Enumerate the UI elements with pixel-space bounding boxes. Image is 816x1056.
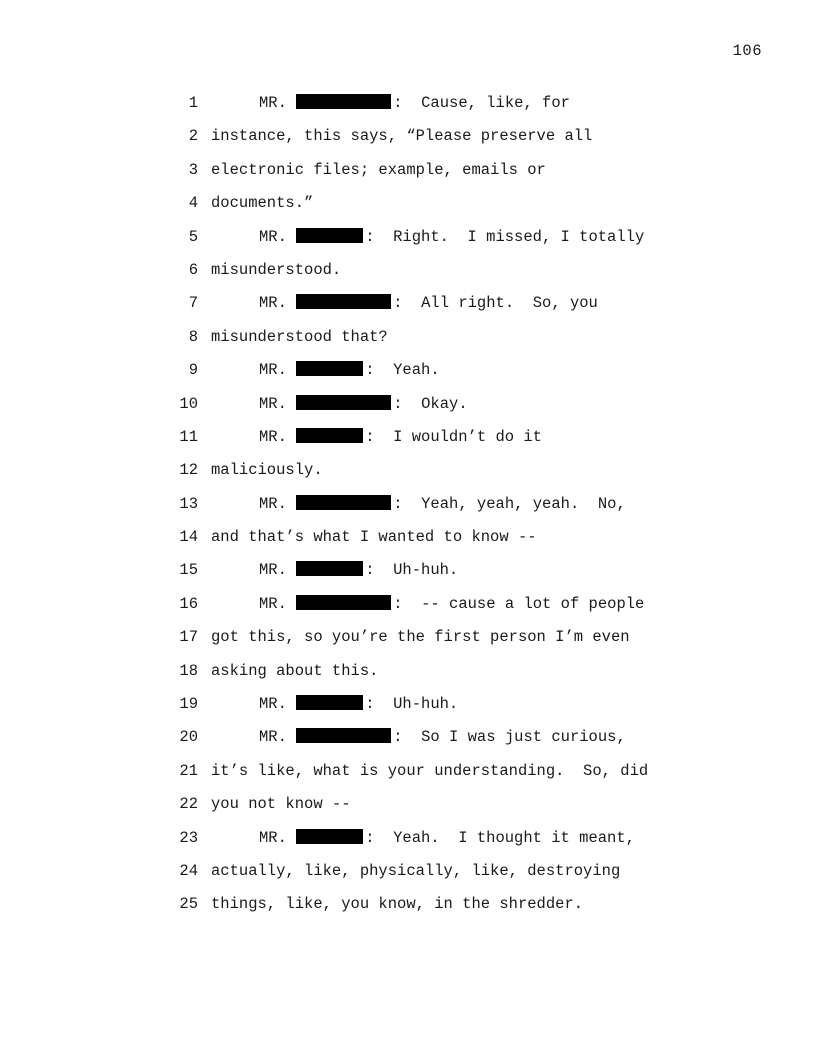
redacted-name-block bbox=[296, 695, 363, 710]
speaker-line-text bbox=[259, 388, 468, 421]
line-text bbox=[211, 187, 313, 220]
speaker-colon: : bbox=[393, 394, 422, 413]
speaker-line-text bbox=[259, 588, 644, 621]
speaker-colon: : bbox=[365, 828, 394, 847]
speaker-colon: : bbox=[365, 361, 394, 380]
transcript-line bbox=[0, 688, 816, 721]
redacted-name-block bbox=[296, 361, 363, 376]
line-number: 8 bbox=[188, 327, 198, 346]
line-text bbox=[211, 788, 351, 821]
speaker-title: MR. bbox=[259, 828, 297, 847]
speech-text: Yeah, yeah, yeah. No, bbox=[421, 494, 626, 513]
speaker-title: MR. bbox=[259, 94, 297, 112]
transcript-line bbox=[0, 855, 816, 888]
line-text bbox=[211, 888, 583, 921]
speaker-line-text bbox=[259, 488, 626, 521]
speaker-colon: : bbox=[393, 728, 422, 747]
line-text bbox=[211, 321, 388, 354]
speech-text: instance, this says, “Please preserve all bbox=[211, 127, 593, 146]
speaker-title: MR. bbox=[259, 294, 297, 313]
speaker-line-text bbox=[259, 721, 626, 754]
speaker-line-text bbox=[259, 554, 458, 587]
speaker-title: MR. bbox=[259, 728, 297, 747]
transcript-line bbox=[0, 321, 816, 354]
redacted-name-block bbox=[296, 829, 363, 844]
transcript-line bbox=[0, 254, 816, 287]
transcript-line bbox=[0, 454, 816, 487]
speech-text: electronic files; example, emails or bbox=[211, 160, 546, 179]
speaker-title: MR. bbox=[259, 561, 297, 580]
speech-text: Okay. bbox=[421, 394, 468, 413]
speaker-title: MR. bbox=[259, 695, 297, 714]
redacted-name-block bbox=[296, 561, 363, 576]
line-number: 1 bbox=[188, 94, 198, 112]
speech-text: it’s like, what is your understanding. So, did bbox=[211, 761, 649, 780]
transcript-line bbox=[0, 87, 816, 120]
speech-text: misunderstood that? bbox=[211, 327, 388, 346]
speech-text: you not know -- bbox=[211, 795, 351, 814]
speaker-colon: : bbox=[365, 561, 394, 580]
speech-text: asking about this. bbox=[211, 661, 379, 680]
speaker-colon: : bbox=[365, 427, 394, 446]
speech-text: actually, like, physically, like, destroying bbox=[211, 861, 621, 880]
line-text bbox=[211, 521, 537, 554]
speech-text: Uh-huh. bbox=[393, 695, 459, 714]
speech-text: and that’s what I wanted to know -- bbox=[211, 528, 537, 547]
speaker-line-text bbox=[259, 688, 458, 721]
speech-text: things, like, you know, in the shredder. bbox=[211, 895, 584, 914]
line-number: 4 bbox=[188, 194, 198, 213]
speaker-colon: : bbox=[393, 294, 422, 313]
speech-text: -- cause a lot of people bbox=[421, 594, 645, 613]
transcript-line bbox=[0, 822, 816, 855]
transcript-line bbox=[0, 354, 816, 387]
transcript-line bbox=[0, 721, 816, 754]
speaker-colon: : bbox=[365, 227, 394, 246]
transcript-line bbox=[0, 888, 816, 921]
line-number: 11 bbox=[179, 427, 198, 446]
redacted-name-block bbox=[296, 495, 391, 510]
speaker-title: MR. bbox=[259, 394, 297, 413]
speaker-title: MR. bbox=[259, 227, 297, 246]
line-text bbox=[211, 454, 323, 487]
redacted-name-block bbox=[296, 728, 391, 743]
line-number: 3 bbox=[188, 160, 198, 179]
line-number: 25 bbox=[179, 895, 198, 914]
line-text bbox=[211, 154, 546, 187]
speaker-line-text bbox=[259, 822, 635, 855]
line-number: 21 bbox=[179, 761, 198, 780]
speech-text: I wouldn’t do it bbox=[393, 427, 542, 446]
redacted-name-block bbox=[296, 595, 391, 610]
redacted-name-block bbox=[296, 428, 363, 443]
line-number: 16 bbox=[179, 594, 198, 613]
line-number: 18 bbox=[179, 661, 198, 680]
line-number: 10 bbox=[179, 394, 198, 413]
line-text bbox=[211, 120, 592, 153]
line-number: 6 bbox=[188, 260, 198, 279]
line-number: 12 bbox=[179, 461, 198, 480]
line-number: 20 bbox=[179, 728, 198, 747]
transcript-line bbox=[0, 120, 816, 153]
line-number: 2 bbox=[188, 127, 198, 146]
speaker-colon: : bbox=[393, 594, 422, 613]
transcript-line bbox=[0, 388, 816, 421]
transcript-line bbox=[0, 588, 816, 621]
speech-text: misunderstood. bbox=[211, 260, 342, 279]
line-number: 17 bbox=[179, 628, 198, 647]
speaker-colon: : bbox=[365, 695, 394, 714]
line-number: 9 bbox=[188, 361, 198, 380]
speech-text: Cause, like, for bbox=[421, 94, 570, 112]
transcript-line bbox=[0, 521, 816, 554]
line-number: 13 bbox=[179, 494, 198, 513]
line-number: 19 bbox=[179, 695, 198, 714]
speech-text: Right. I missed, I totally bbox=[393, 227, 645, 246]
transcript-line bbox=[0, 655, 816, 688]
speaker-line-text bbox=[259, 421, 542, 454]
speech-text: Uh-huh. bbox=[393, 561, 459, 580]
line-text bbox=[211, 621, 630, 654]
transcript-line bbox=[0, 221, 816, 254]
speaker-title: MR. bbox=[259, 494, 297, 513]
speaker-line-text bbox=[259, 354, 440, 387]
line-text bbox=[211, 755, 648, 788]
redacted-name-block bbox=[296, 294, 391, 309]
line-number: 5 bbox=[188, 227, 198, 246]
speech-text: documents.” bbox=[211, 194, 314, 213]
line-number: 15 bbox=[179, 561, 198, 580]
redacted-name-block bbox=[296, 395, 391, 410]
speech-text: Yeah. I thought it meant, bbox=[393, 828, 635, 847]
transcript-line bbox=[0, 421, 816, 454]
line-text bbox=[211, 254, 341, 287]
line-number: 22 bbox=[179, 795, 198, 814]
transcript-body bbox=[0, 87, 816, 922]
speaker-colon: : bbox=[393, 494, 422, 513]
transcript-line bbox=[0, 287, 816, 320]
transcript-line bbox=[0, 488, 816, 521]
line-text bbox=[211, 655, 378, 688]
speaker-line-text bbox=[259, 287, 598, 320]
transcript-line bbox=[0, 621, 816, 654]
line-number: 7 bbox=[188, 294, 198, 313]
speaker-colon: : bbox=[393, 94, 422, 112]
transcript-line bbox=[0, 554, 816, 587]
speech-text: got this, so you’re the first person I’m even bbox=[211, 628, 630, 647]
redacted-name-block bbox=[296, 94, 391, 109]
line-number: 14 bbox=[179, 528, 198, 547]
transcript-line bbox=[0, 788, 816, 821]
line-number: 23 bbox=[179, 828, 198, 847]
transcript-line bbox=[0, 755, 816, 788]
speech-text: maliciously. bbox=[211, 461, 323, 480]
speech-text: Yeah. bbox=[393, 361, 440, 380]
redacted-name-block bbox=[296, 228, 363, 243]
transcript-line bbox=[0, 154, 816, 187]
line-text bbox=[211, 855, 620, 888]
speech-text: All right. So, you bbox=[421, 294, 598, 313]
speaker-title: MR. bbox=[259, 594, 297, 613]
speaker-line-text bbox=[259, 87, 570, 120]
page-number: 106 bbox=[732, 42, 762, 60]
transcript-line bbox=[0, 187, 816, 220]
speaker-title: MR. bbox=[259, 427, 297, 446]
speaker-title: MR. bbox=[259, 361, 297, 380]
line-number: 24 bbox=[179, 861, 198, 880]
speaker-line-text bbox=[259, 221, 644, 254]
speech-text: So I was just curious, bbox=[421, 728, 626, 747]
